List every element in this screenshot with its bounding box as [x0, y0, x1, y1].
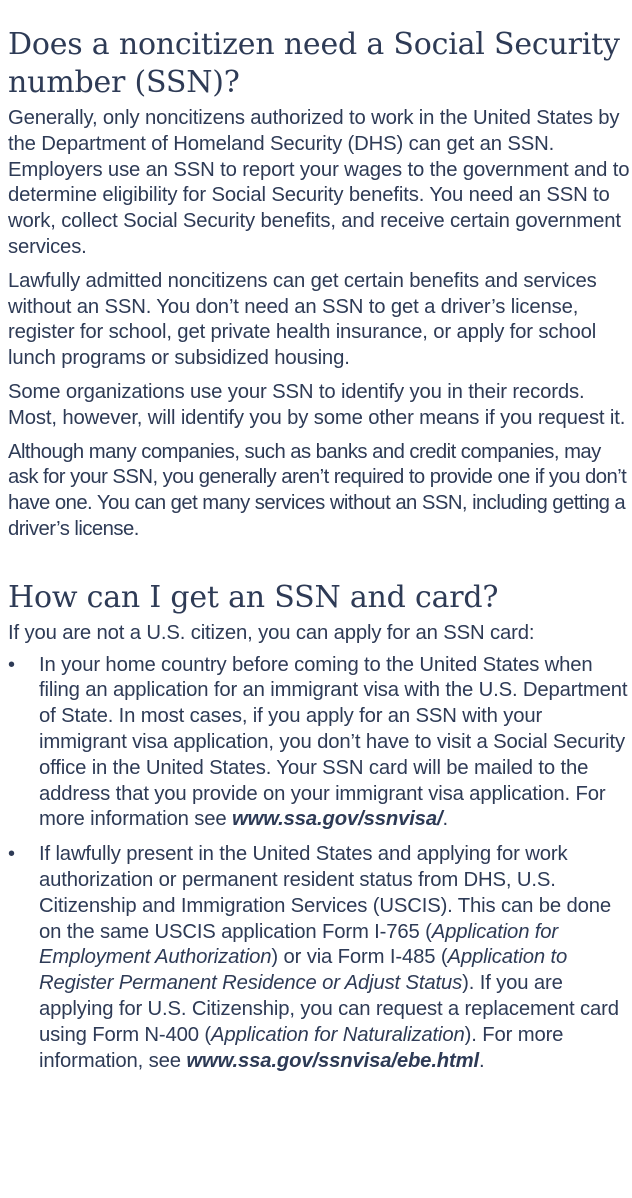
bullet-end: .	[479, 1049, 485, 1072]
bullet-text-part: ) or via Form I-485 (	[271, 946, 448, 969]
form-title-i765: Application for Employment Authorization	[39, 920, 559, 969]
bullet-icon: •	[8, 843, 15, 866]
paragraph-organizations-identify: Some organizations use your SSN to identify you in their records. Most, however, will identify you by some other means if you request it.	[8, 380, 626, 429]
bullet-text-part: If lawfully present in the United States and applying for work authorization or permanent resident status from DHS, U.S. Citizenship and Immigration Services (USCIS). This can be done on the same USCIS application Form I-765 (	[39, 843, 611, 943]
bullet-text: In your home country before coming to the United States when filing an application for an immigrant visa with the U.S. Department of State. In most cases, if you apply for an SSN with your immigrant visa application, you don’t have to visit a Social Security office in the United States. Your SSN card will be mailed to the address that you provide on your immigrant visa application. For more information see	[39, 653, 628, 831]
link-ssnvisa[interactable]: www.ssa.gov/ssnvisa/	[232, 808, 443, 831]
paragraph-work-authorization: Generally, only noncitizens authorized to work in the United States by the Department of Homeland Security (DHS) can get an SSN. Employers use an SSN to report your wages to the government and to determine eligibility for Social Security benefits. You need an SSN to work, collect Social Security benefits, and receive certain government services.	[8, 107, 630, 258]
paragraph-benefits-without-ssn: Lawfully admitted noncitizens can get certain benefits and services without an SSN. You don’t need an SSN to get a driver’s license, register for school, get private health insurance, or apply for school lunch programs or subsidized housing.	[8, 269, 597, 370]
document-page	[8, 26, 632, 1083]
list-item-lawfully-present	[8, 842, 632, 1074]
form-title-i485: Application to Register Permanent Residence or Adjust Status	[39, 946, 568, 995]
bullet-icon: •	[8, 653, 15, 676]
paragraph-apply-intro: If you are not a U.S. citizen, you can apply for an SSN card:	[8, 621, 535, 644]
bullet-end: .	[442, 808, 448, 831]
form-title-n400: Application for Naturalization	[211, 1023, 465, 1046]
application-options-list	[8, 653, 632, 1075]
bullet-text-part: ). For more information, see	[39, 1023, 564, 1072]
list-item-home-country	[8, 653, 632, 834]
link-ssnvisa-ebe[interactable]: www.ssa.gov/ssnvisa/ebe.html	[186, 1049, 480, 1072]
paragraph-banks-credit: Although many companies, such as banks and credit companies, may ask for your SSN, you generally aren’t required to provide one if you don’t have one. You can get many services without an SSN, including getting a driver’s license.	[8, 440, 627, 540]
section-heading-noncitizen-ssn: Does a noncitizen need a Social Security number (SSN)?	[8, 27, 620, 100]
bullet-text-part: ). If you are applying for U.S. Citizenship, you can request a replacement card using Form N-400 (	[39, 972, 619, 1046]
section-heading-get-ssn-card: How can I get an SSN and card?	[8, 579, 499, 615]
